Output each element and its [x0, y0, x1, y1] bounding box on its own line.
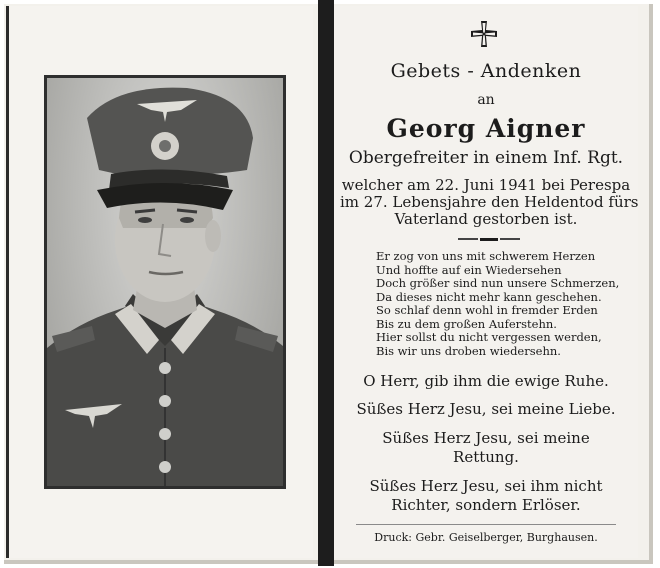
- deceased-name: Georg Aigner: [386, 114, 586, 143]
- footer-divider: [356, 524, 616, 525]
- poem-line: So schlaf denn wohl in fremder Erden: [376, 303, 598, 317]
- portrait-frame: [44, 75, 286, 489]
- prayer-line-4a: Süßes Herz Jesu, sei ihm nicht: [369, 477, 603, 495]
- poem-line: Doch größer sind nun unsere Schmerzen,: [376, 276, 620, 290]
- poem-line: Er zog von uns mit schwerem Herzen: [376, 249, 596, 263]
- poem-line: Hier sollst du nicht vergessen werden,: [376, 330, 602, 344]
- poem-line: Und hoffte auf ein Wiedersehen: [376, 262, 562, 277]
- prayer-line-4b: Richter, sondern Erlöser.: [391, 496, 581, 514]
- deceased-rank: Obergefreiter in einem Inf. Rgt.: [348, 148, 624, 168]
- mourning-border: [318, 0, 334, 566]
- prayer-line-3b: Rettung.: [453, 448, 519, 466]
- poem-line: Da dieses nicht mehr kann geschehen.: [376, 289, 602, 304]
- poem-line: Bis zu dem großen Auferstehn.: [376, 316, 557, 331]
- ornamental-divider: [458, 238, 520, 241]
- death-line-3: Vaterland gestorben ist.: [394, 210, 578, 228]
- printer-credit: Druck: Gebr. Geiselberger, Burghausen.: [374, 531, 598, 544]
- memorial-poem: [376, 249, 620, 358]
- iron-cross-icon: [470, 20, 498, 48]
- poem-line: Bis wir uns droben wiedersehn.: [376, 343, 561, 358]
- prayer-line-3a: Süßes Herz Jesu, sei meine: [382, 429, 590, 447]
- card-preposition: an: [477, 92, 495, 108]
- card-heading: Gebets - Andenken: [390, 60, 582, 82]
- death-line-2: im 27. Lebensjahre den Heldentod fürs: [340, 193, 639, 211]
- death-line-1: welcher am 22. Juni 1941 bei Perespa: [341, 176, 631, 194]
- soldier-portrait: [47, 78, 283, 486]
- prayer-line-1: O Herr, gib ihm die ewige Ruhe.: [363, 372, 609, 390]
- prayer-line-2: Süßes Herz Jesu, sei meine Liebe.: [356, 400, 616, 418]
